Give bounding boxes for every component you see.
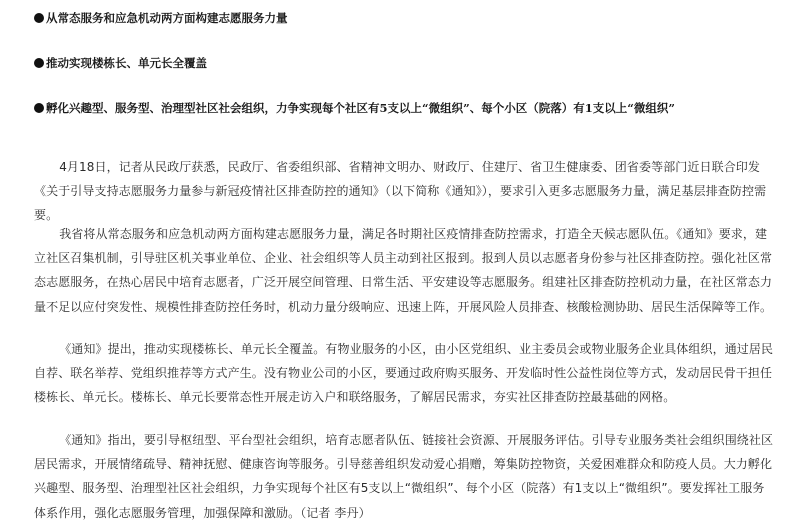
paragraph-3: 《通知》提出，推动实现楼栋长、单元长全覆盖。有物业服务的小区，由小区党组织、业主委员会或物业服务企业具体组织，通过居民自荐、联名举荐、党组织推荐等方式产生。没有物业公司的小区，要通过政府购买服务、开发临时性公益性岗位等方式，发动居民骨干担任楼栋长、单元长。楼栋长、单元长要常态性开展走访入户和联络服务，了解居民需求，夯实社区排查防控最基础的网格。 bbox=[34, 342, 774, 405]
bullet-icon bbox=[34, 13, 44, 23]
paragraph-4: 《通知》指出，要引导枢纽型、平台型社会组织，培育志愿者队伍、链接社会资源、开展服务评估。引导专业服务类社会组织围绕社区居民需求，开展情绪疏导、精神抚慰、健康咨询等服务。引导慈善组织发动爱心捐赠，筹集防控物资，关爱困难群众和防疫人员。大力孵化兴趣型、服务型、治理型社区社会组织，力争实现每个社区有5支以上“微组织”、每个小区（院落）有1支以上“微组织”。要发挥社工服务体系作用，强化志愿服务管理，加强保障和激励。（记者 李丹） bbox=[34, 433, 774, 520]
headline-text: 从常态服务和应急机动两方面构建志愿服务力量 bbox=[46, 11, 288, 25]
bullet-icon bbox=[34, 58, 44, 68]
paragraph-1: 4月18日，记者从民政厅获悉，民政厅、省委组织部、省精神文明办、财政厅、住建厅、省卫生健康委、团省委等部门近日联合印发《关于引导支持志愿服务力量参与新冠疫情社区排查防控的通知》（以下简称《通知》），要求引入更多志愿服务力量，满足基层排查防控需要。 bbox=[34, 160, 767, 223]
headline-1 bbox=[34, 7, 288, 29]
headline-text: 孵化兴趣型、服务型、治理型社区社会组织，力争实现每个社区有5支以上“微组织”、每个小区（院落）有1支以上“微组织” bbox=[46, 101, 675, 115]
paragraph-2: 我省将从常态服务和应急机动两方面构建志愿服务力量，满足各时期社区疫情排查防控需求，打造全天候志愿队伍。《通知》要求，建立社区召集机制，引导驻区机关事业单位、企业、社会组织等人员主动到社区报到。报到人员以志愿者身份参与社区排查防控。强化社区常态志愿服务，在热心居民中培育志愿者，广泛开展空间管理、日常生活、平安建设等志愿服务。组建社区排查防控机动力量，在社区常态力量不足以应付突发性、规模性排查防控任务时，机动力量分级响应、迅速上阵，开展风险人员排查、核酸检测协助、居民生活保障等工作。 bbox=[34, 227, 773, 314]
headline-2 bbox=[34, 52, 207, 74]
bullet-icon bbox=[34, 103, 44, 113]
headline-3 bbox=[34, 97, 675, 119]
headline-text: 推动实现楼栋长、单元长全覆盖 bbox=[46, 56, 207, 70]
